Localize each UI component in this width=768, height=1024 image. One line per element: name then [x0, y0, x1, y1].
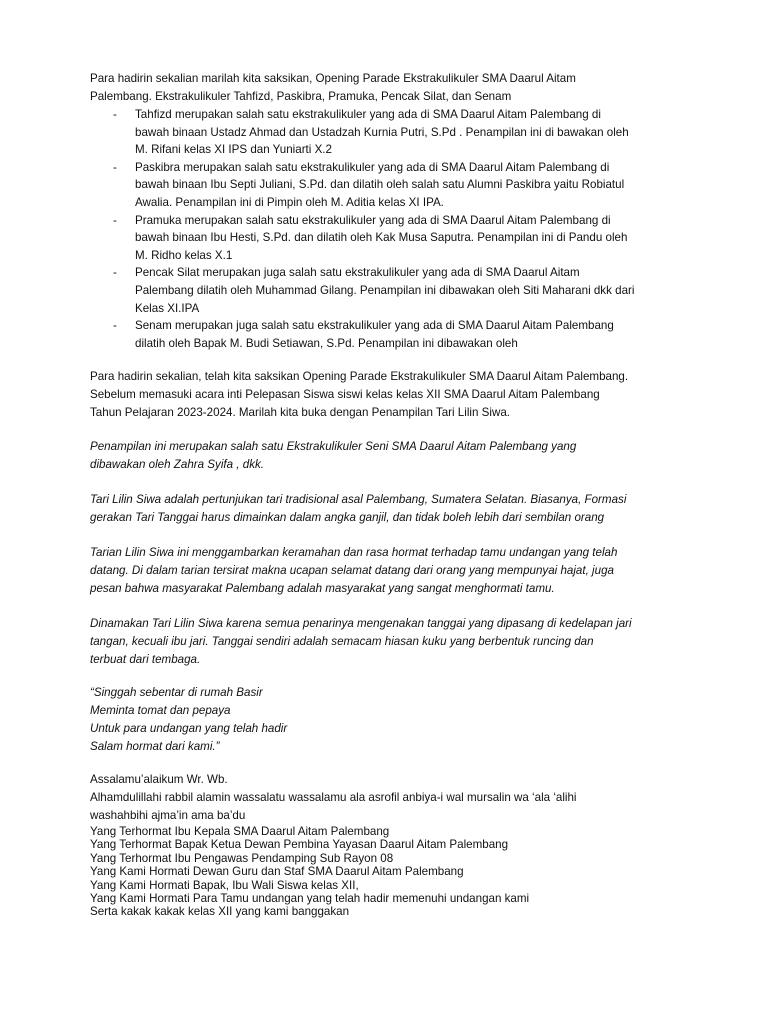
text-line: M. Rifani kelas XI IPS dan Yuniarti X.2 [135, 143, 332, 157]
text-line: Yang Kami Hormati Bapak, Ibu Wali Siswa kelas XII, [90, 878, 359, 892]
text-line: Tahun Pelajaran 2023-2024. Marilah kita buka dengan Penampilan Tari Lilin Siwa. [90, 406, 511, 419]
text-line: “Singgah sebentar di rumah Basir [90, 686, 263, 699]
text-line: Penampilan ini merupakan salah satu Ekstrakulikuler Seni SMA Daarul Aitam Palembang yang [90, 440, 577, 453]
text-line: Untuk para undangan yang telah hadir [90, 722, 288, 735]
text-line: M. Ridho kelas X.1 [135, 248, 233, 262]
text-line: Tarian Lilin Siwa ini menggambarkan keramahan dan rasa hormat terhadap tamu undangan yang telah [90, 546, 618, 559]
tari-description-paragraph [90, 491, 690, 527]
text-line: Tahfizd merupakan salah satu ekstrakulikuler yang ada di SMA Daarul Aitam Palembang di [135, 108, 601, 121]
text-line: Palembang. Ekstrakulikuler Tahfizd, Paskibra, Pramuka, Pencak Silat, dan Senam [90, 90, 512, 103]
list-item-pencak-silat [90, 264, 690, 317]
text-line: Yang Terhormat Bapak Ketua Dewan Pembina Yayasan Daarul Aitam Palembang [90, 838, 509, 852]
text-line: bawah binaan Ibu Septi Juliani, S.Pd. dan dilatih oleh salah satu Alumni Paskibra yaitu Robiatul [135, 178, 625, 192]
text-line: tangan, kecuali ibu jari. Tanggai sendiri adalah semacam hiasan kuku yang berbentuk runcing dan [90, 635, 594, 648]
text-line: Para hadirin sekalian marilah kita saksikan, Opening Parade Ekstrakulikuler SMA Daarul Aitam [90, 72, 576, 85]
text-line: Paskibra merupakan salah satu ekstrakulikuler yang ada di SMA Daarul Aitam Palembang di [135, 160, 610, 174]
text-line: Alhamdulillahi rabbil alamin wassalatu wassalamu ala asrofil anbiya-i wal mursalin wa ‘ala ‘alihi [90, 791, 577, 804]
text-line: dibawakan oleh Zahra Syifa , dkk. [90, 458, 265, 471]
text-line: washahbihi ajma’in ama ba’du [90, 809, 246, 822]
closing-parade-paragraph [90, 368, 690, 422]
text-line: Yang Kami Hormati Para Tamu undangan yang telah hadir memenuhi undangan kami [90, 892, 530, 906]
list-item-pramuka [90, 212, 690, 265]
list-item-senam [90, 317, 690, 352]
text-line: Meminta tomat dan pepaya [90, 704, 231, 717]
text-line: Assalamu’alaikum Wr. Wb. [90, 773, 228, 786]
text-line: Yang Terhormat Ibu Kepala SMA Daarul Aitam Palembang [90, 825, 390, 838]
list-dash: - [113, 213, 117, 227]
tari-intro-paragraph [90, 438, 690, 474]
pantun-verse [90, 684, 690, 756]
text-line: bawah binaan Ustadz Ahmad dan Ustadzah Kurnia Putri, S.Pd . Penampilan ini di bawakan oleh [135, 125, 629, 139]
text-line: Sebelum memasuki acara inti Pelepasan Siswa siswi kelas kelas XII SMA Daarul Aitam Palembang [90, 388, 600, 401]
list-dash: - [113, 108, 117, 121]
text-line: Serta kakak kakak kelas XII yang kami banggakan [90, 905, 350, 919]
list-item-paskibra [90, 159, 690, 212]
salam-paragraph [90, 771, 690, 825]
text-line: Pramuka merupakan salah satu ekstrakulikuler yang ada di SMA Daarul Aitam Palembang di [135, 213, 611, 227]
honorifics-list [90, 825, 690, 919]
text-line: Pencak Silat merupakan juga salah satu ekstrakulikuler yang ada di SMA Daarul Aitam [135, 266, 580, 280]
tari-meaning-paragraph [90, 544, 690, 598]
text-line: Tari Lilin Siwa adalah pertunjukan tari tradisional asal Palembang, Sumatera Selatan. Biasanya, Formasi [90, 493, 627, 506]
text-line: Awalia. Penampilan ini di Pimpin oleh M. Aditia kelas XI IPA. [135, 195, 444, 209]
text-line: Salam hormat dari kami.” [90, 740, 220, 753]
text-line: Dinamakan Tari Lilin Siwa karena semua penarinya mengenakan tanggai yang dipasang di kedelapan jari [90, 617, 632, 630]
text-line: gerakan Tari Tanggai harus dimainkan dalam angka ganjil, dan tidak boleh lebih dari sembilan orang [90, 511, 605, 524]
text-line: Yang Kami Hormati Dewan Guru dan Staf SMA Daarul Aitam Palembang [90, 865, 464, 879]
text-line: dilatih oleh Bapak M. Budi Setiawan, S.Pd. Penampilan ini dibawakan oleh [135, 336, 518, 350]
tari-name-paragraph [90, 615, 690, 669]
text-line: Kelas XI.IPA [135, 301, 200, 315]
text-line: Senam merupakan juga salah satu ekstrakulikuler yang ada di SMA Daarul Aitam Palembang [135, 319, 614, 333]
list-dash: - [113, 160, 117, 174]
text-line: Para hadirin sekalian, telah kita saksikan Opening Parade Ekstrakulikuler SMA Daarul Aitam Palembang. [90, 370, 629, 383]
text-line: pesan bahwa masyarakat Palembang adalah masyarakat yang sangat menghormati tamu. [90, 582, 555, 595]
intro-paragraph [90, 70, 690, 106]
text-line: Yang Terhormat Ibu Pengawas Pendamping Sub Rayon 08 [90, 851, 394, 865]
text-line: bawah binaan Ibu Hesti, S.Pd. dan dilatih oleh Kak Musa Saputra. Penampilan ini di Pandu oleh [135, 231, 628, 245]
text-line: Palembang dilatih oleh Muhammad Gilang. Penampilan ini dibawakan oleh Siti Maharani dkk dari [135, 283, 635, 297]
text-line: terbuat dari tembaga. [90, 653, 201, 666]
list-dash: - [113, 266, 117, 280]
text-line: datang. Di dalam tarian tersirat makna ucapan selamat datang dari orang yang mempunyai hajat, juga [90, 564, 614, 577]
ekstrakulikuler-list [90, 106, 690, 352]
list-dash: - [113, 319, 117, 333]
list-item-tahfizd [90, 106, 690, 159]
